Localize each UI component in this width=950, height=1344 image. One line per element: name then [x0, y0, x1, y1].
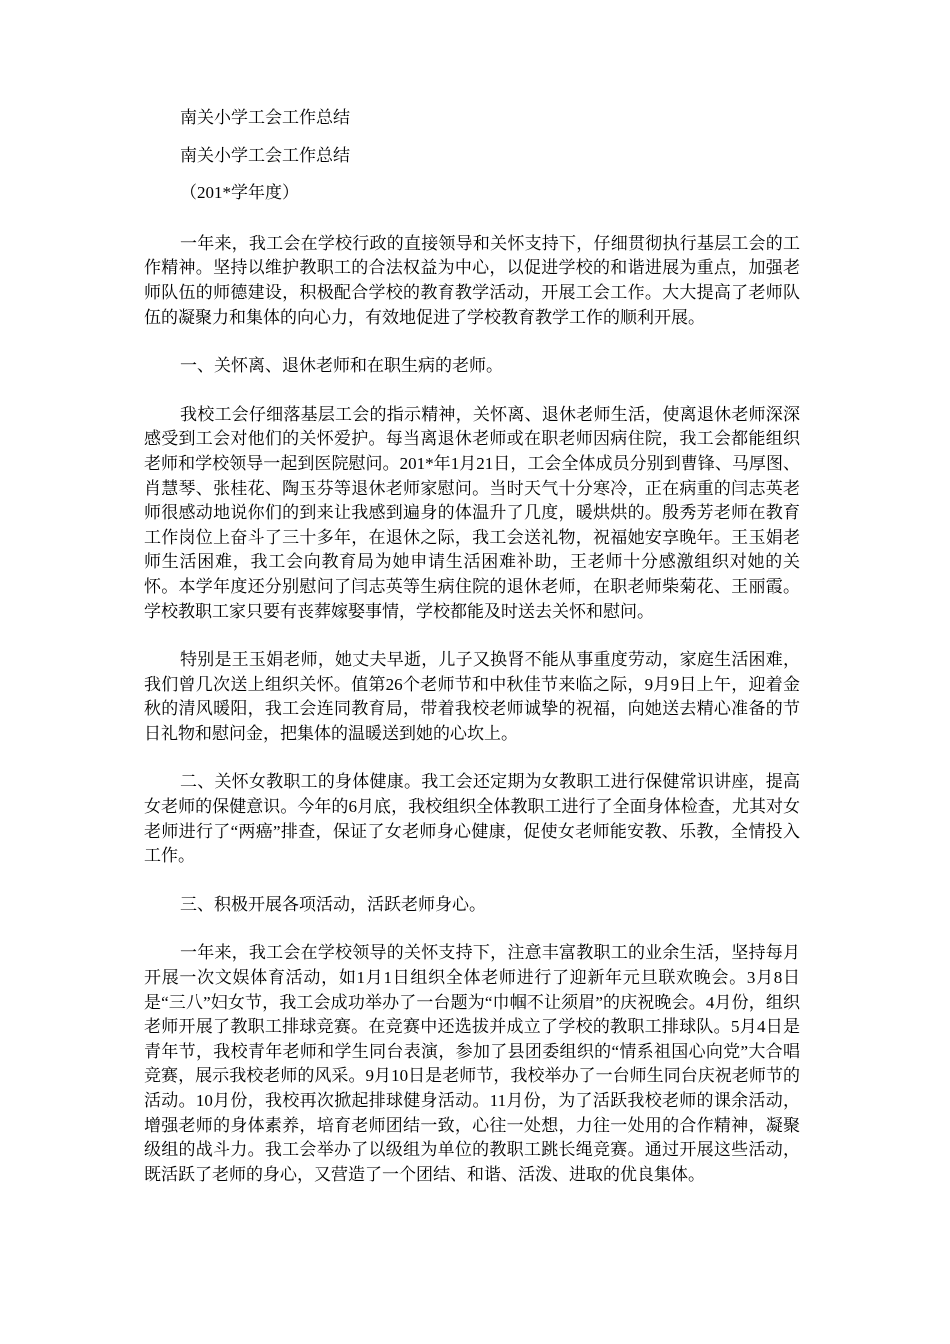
paragraph-wang-yujuan: 特别是王玉娟老师，她丈夫早逝，儿子又换肾不能从事重度劳动，家庭生活困难，我们曾几次送上组织关怀。值第26个老师节和中秋佳节来临之际，9月9日上午，迎着金秋的清风暖阳，我工会连同教育局，带着我校老师诚挚的祝福，向她送去精心准备的节日礼物和慰问金，把集体的温暖送到她的心坎上。 — [144, 650, 800, 743]
section-heading-2: 二、关怀女教职工的身体健康。我工会还定期为女教职工进行保健常识讲座，提高女老师的保健意识。今年的6月底，我校组织全体教职工进行了全面身体检查，尤其对女老师进行了“两癌”排查，保证了女老师身心健康，促使女老师能安教、乐教，全情投入工作。 — [144, 772, 800, 866]
document-year: （201*学年度） — [180, 183, 299, 203]
document-subtitle: 南关小学工会工作总结 — [180, 145, 350, 165]
section-heading-1: 一、关怀离、退休老师和在职生病的老师。 — [180, 356, 503, 376]
paragraph-intro: 一年来，我工会在学校行政的直接领导和关怀支持下，仔细贯彻执行基层工会的工作精神。坚持以维护教职工的合法权益为中心，以促进学校的和谐进展为重点，加强老师队伍的师德建设，积极配合学校的教育教学活动，开展工会工作。大大提高了老师队伍的凝聚力和集体的向心力，有效地促进了学校教育教学工作的顺利开展。 — [144, 233, 800, 327]
section-heading-3: 三、积极开展各项活动，活跃老师身心。 — [180, 894, 486, 914]
paragraph-retired-care: 我校工会仔细落基层工会的指示精神，关怀离、退休老师生活，使离退休老师深深感受到工会对他们的关怀爱护。每当离退休老师或在职老师因病住院，我工会都能组织老师和学校领导一起到医院慰问。201*年1月21日，工会全体成员分别到曹锋、马厚图、肖慧琴、张桂花、陶玉芬等退休老师家慰问。当时天气十分寒冷，正在病重的闫志英老师很感动地说你们的到来让我感到遍身的体温升了几度，暖烘烘的。殷秀芳老师在教育工作岗位上奋斗了三十多年，在退休之际，我工会送礼物，祝福她安享晚年。王玉娟老师生活困难，我工会向教育局为她申请生活困难补助，王老师十分感激组织对她的关怀。本学年度还分别慰问了闫志英等生病住院的退休老师，在职老师柴菊花、王丽霞。学校教职工家只要有丧葬嫁娶事情，学校都能及时送去关怀和慰问。 — [144, 404, 800, 621]
paragraph-activities: 一年来，我工会在学校领导的关怀支持下，注意丰富教职工的业余生活，坚持每月开展一次文娱体育活动，如1月1日组织全体老师进行了迎新年元旦联欢晚会。3月8日是“三八”妇女节，我工会成功举办了一台题为“巾帼不让须眉”的庆祝晚会。4月份，组织老师开展了教职工排球竞赛。在竞赛中还选拔并成立了学校的教职工排球队。5月4日是青年节，我校青年老师和学生同台表演，参加了县团委组织的“情系祖国心向党”大合唱竞赛，展示我校老师的风采。9月10日是老师节，我校举办了一台师生同台庆祝老师节的活动。10月份，我校再次掀起排球健身活动。11月份，为了活跃我校老师的课余活动，增强老师的身体素养，培育老师团结一致，心往一处想，力往一处用的合作精神，凝聚级组的战斗力。我工会举办了以级组为单位的教职工跳长绳竞赛。通过开展这些活动，既活跃了老师的身心，又营造了一个团结、和谐、活泼、进取的优良集体。 — [144, 943, 800, 1184]
document-page — [144, 106, 800, 1187]
document-title: 南关小学工会工作总结 — [180, 108, 350, 127]
